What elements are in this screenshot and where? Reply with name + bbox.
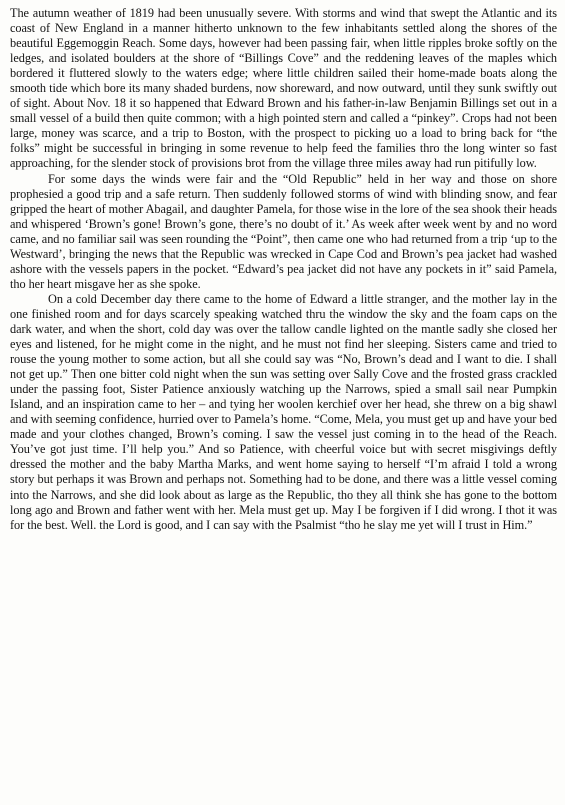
paragraph-3: On a cold December day there came to the home of Edward a little stranger, and the mother lay in the one finished room and for days scarcely speaking watched thru the window the sky and the foam caps on the dark water, and when the short, cold day was over the tallow candle lighted on the mantle sadly she closed her eyes and listened, for he might come in the night, and he must not find her sleeping. Sisters came and tried to rouse the young mother to some action, but all she could say was “No, Brown’s dead and I want to die. I shall not get up.” Then one bitter cold night when the sun was setting over Sally Cove and the frosted grass crackled under the passing foot, Sister Patience anxiously watching up the Narrows, spied a small sail near Pumpkin Island, and an inspiration came to her – and tying her woolen kerchief over her head, she threw on a big shawl and with seeming confidence, hurried over to Pamela’s home. “Come, Mela, you must get up and have your bed made and your clothes changed, Brown’s coming. I saw the vessel just coming in to the head of the Reach. You’ve got just time. I’ll help you.” And so Patience, with cheerful voice but with secret misgivings deftly dressed the mother and the baby Martha Marks, and went home saying to herself “I’m afraid I told a wrong story but perhaps it was Brown and perhaps not. Something had to be done, and there was a little vessel coming into the Narrows, and she did look about as large as the Republic, tho they all think she has gone to the bottom long ago and Brown and father went with her. Mela must get up. May I be forgiven if I did wrong. I thot it was for the best. Well. the Lord is good, and I can say with the Psalmist “tho he slay me yet will I trust in Him.”: [10, 291, 557, 532]
paragraph-1: The autumn weather of 1819 had been unusually severe. With storms and wind that swept the Atlantic and its coast of New England in a manner hitherto unknown to the few inhabitants settled along the shores of the beautiful Eggemoggin Reach. Some days, however had been passing fair, when little ripples broke softly on the ledges, and isolated boulders at the shore of “Billings Cove” and the reddening leaves of the maples which bordered it fluttered slowly to the waters edge; where little children sailed their home-made boats along the smooth tide which bore its many shaded burdens, now shoreward, and now outward, until they sunk swiftly out of sight. About Nov. 18 it so happened that Edward Brown and his father-in-law Benjamin Billings set out in a small vessel of a build then quite common; with a high pointed stern and called a “pinkey”. Crops had not been large, money was scarce, and a trip to Boston, with the prospect to picking uo a load to bring back for “the folks” might be successful in bringing in some revenue to help feed the families thro the long winter so fast approaching, for the slender stock of provisions brot from the village three miles away had run pitifully low.: [10, 6, 557, 171]
paragraph-2: For some days the winds were fair and the “Old Republic” held in her way and those on shore prophesied a good trip and a safe return. Then suddenly followed storms of wind with blinding snow, and fear gripped the heart of mother Abagail, and daughter Pamela, for those wise in the lore of the sea shook their heads and whispered ‘Brown’s gone! Brown’s gone, there’s no doubt of it.’ As week after week went by and no word came, and no familiar sail was seen rounding the “Point”, then came one who had returned from a trip ‘up to the Westward’, bringing the news that the Republic was wrecked in Cape Cod and Brown’s pea jacket had washed ashore with the vessels papers in the pocket. “Edward’s pea jacket did not have any pockets in it” said Pamela, tho her heart misgave her as she spoke.: [10, 171, 557, 291]
